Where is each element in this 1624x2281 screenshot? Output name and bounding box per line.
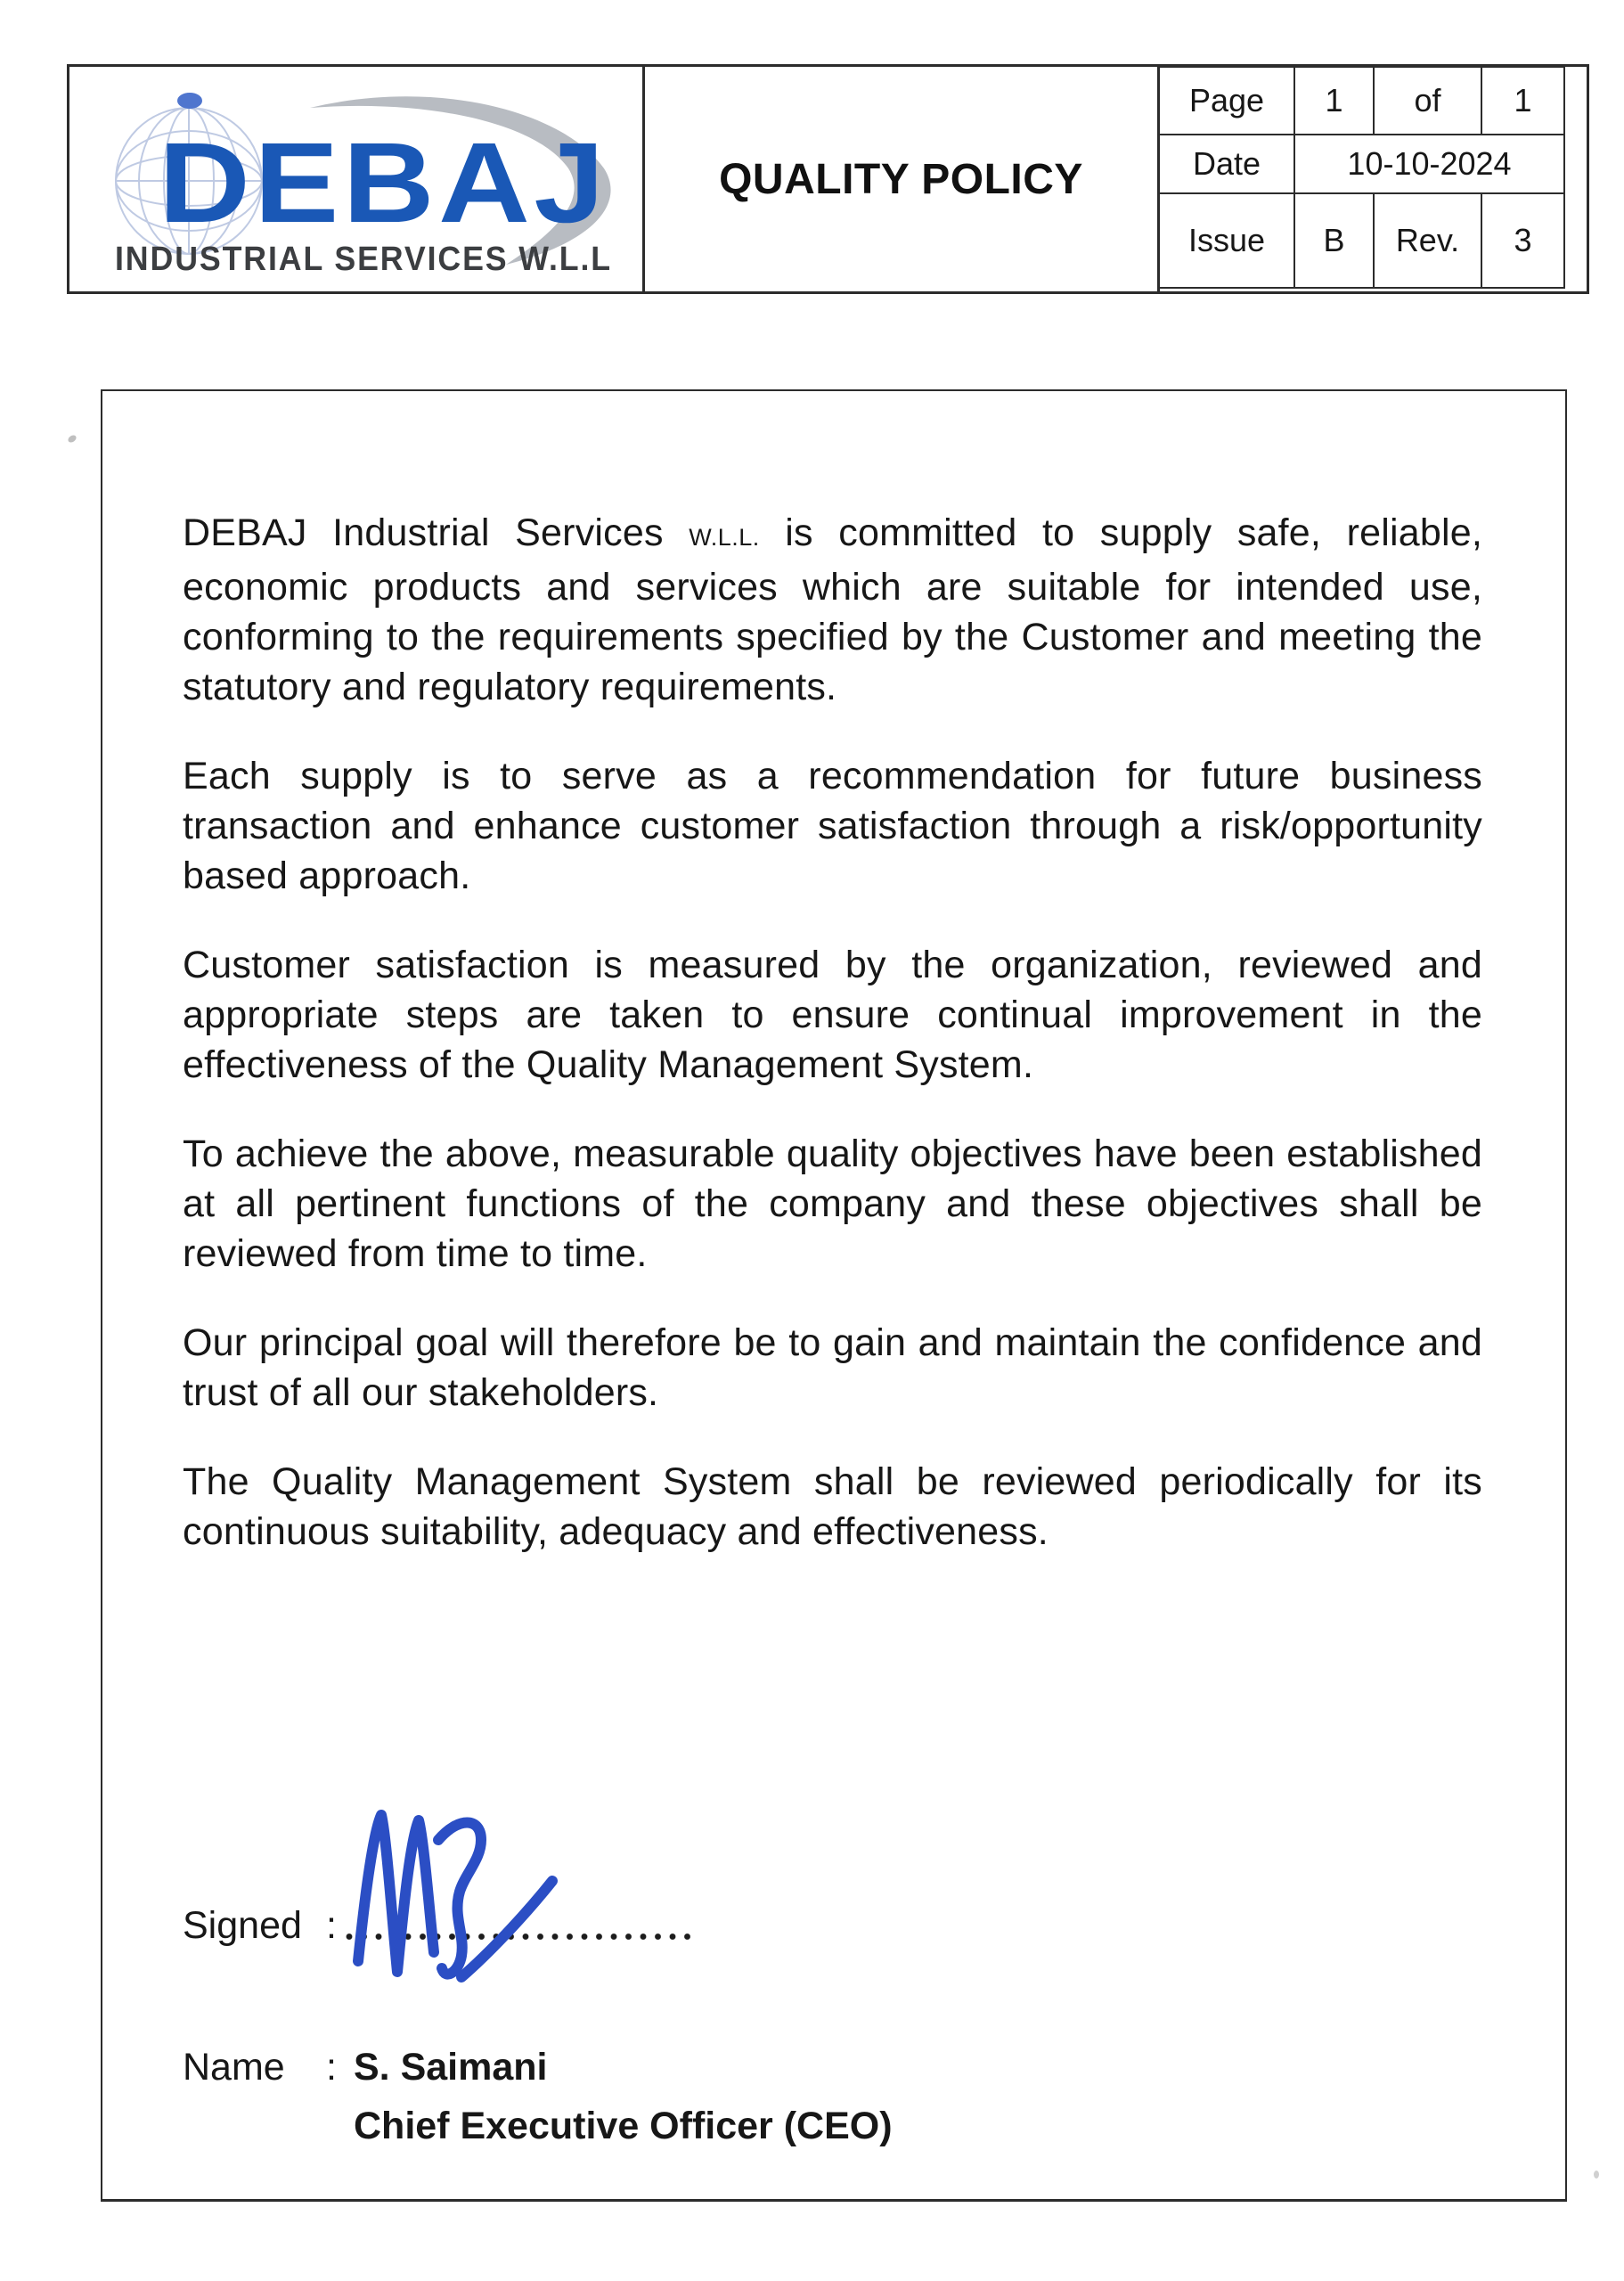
logo-brand-text: DEBAJ <box>158 119 608 247</box>
signed-colon: : <box>326 1904 337 1947</box>
name-block <box>354 2038 893 2155</box>
policy-paragraph-1 <box>183 508 1482 712</box>
name-label: Name <box>183 2046 285 2089</box>
name-colon: : <box>326 2046 337 2089</box>
meta-rev-label: Rev. <box>1375 194 1482 287</box>
policy-paragraph-1-prefix: DEBAJ Industrial Services <box>183 511 690 554</box>
handwritten-signature <box>339 1803 579 1985</box>
policy-paragraph-4: To achieve the above, measurable quality objectives have been established at all pertinent functions of the company and these objectives shall be reviewed from time to time. <box>183 1132 1482 1275</box>
policy-paragraph-2: Each supply is to serve as a recommendation for future business transaction and enhance customer satisfaction through a risk/opportunity based approach. <box>183 755 1482 897</box>
meta-date-value: 10-10-2024 <box>1295 135 1563 194</box>
signer-title: Chief Executive Officer (CEO) <box>354 2105 893 2147</box>
policy-paragraph-5: Our principal goal will therefore be to gain and maintain the confidence and trust of all our stakeholders. <box>183 1321 1482 1414</box>
meta-rev-value: 3 <box>1482 194 1563 287</box>
company-logo <box>69 67 645 291</box>
meta-issue-label: Issue <box>1160 194 1295 287</box>
meta-table <box>1158 66 1565 289</box>
meta-of-label: of <box>1375 68 1482 135</box>
signed-label: Signed <box>183 1904 302 1947</box>
meta-cell <box>1160 67 1587 291</box>
logo-subtitle-text: INDUSTRIAL SERVICES W.L.L <box>114 241 612 278</box>
signer-name: S. Saimani <box>354 2046 548 2089</box>
meta-page-label: Page <box>1160 68 1295 135</box>
globe-top-dot <box>177 93 202 109</box>
signature-dotted-line <box>345 1933 690 1941</box>
page-title: QUALITY POLICY <box>719 155 1083 203</box>
signed-row <box>183 1892 1482 1950</box>
meta-of-total: 1 <box>1482 68 1563 135</box>
meta-issue-value: B <box>1295 194 1375 287</box>
policy-paragraph-6: The Quality Management System shall be reviewed periodically for its continuous suitability, adequacy and effectiveness. <box>183 1460 1482 1553</box>
meta-page-value: 1 <box>1295 68 1375 135</box>
document-header <box>67 64 1589 294</box>
policy-paragraph-1-rest: is committed to supply safe, reliable, economic products and services which are suitable for intended use, conforming to the requirements specified by the Customer and meeting the statutory and regulatory requirements. <box>183 511 1483 708</box>
scan-artifact <box>67 434 78 444</box>
name-row <box>183 2038 1482 2155</box>
policy-body-box <box>101 389 1567 2202</box>
policy-paragraph-3: Customer satisfaction is measured by the organization, reviewed and appropriate steps are taken to ensure continual improvement in the effectiveness of the Quality Management System. <box>183 944 1482 1086</box>
title-cell <box>645 67 1160 291</box>
policy-paragraph-1-wll: W.L.L. <box>689 524 760 551</box>
scan-artifact <box>1594 2171 1599 2179</box>
meta-date-label: Date <box>1160 135 1295 194</box>
company-logo-graphic <box>89 72 624 286</box>
